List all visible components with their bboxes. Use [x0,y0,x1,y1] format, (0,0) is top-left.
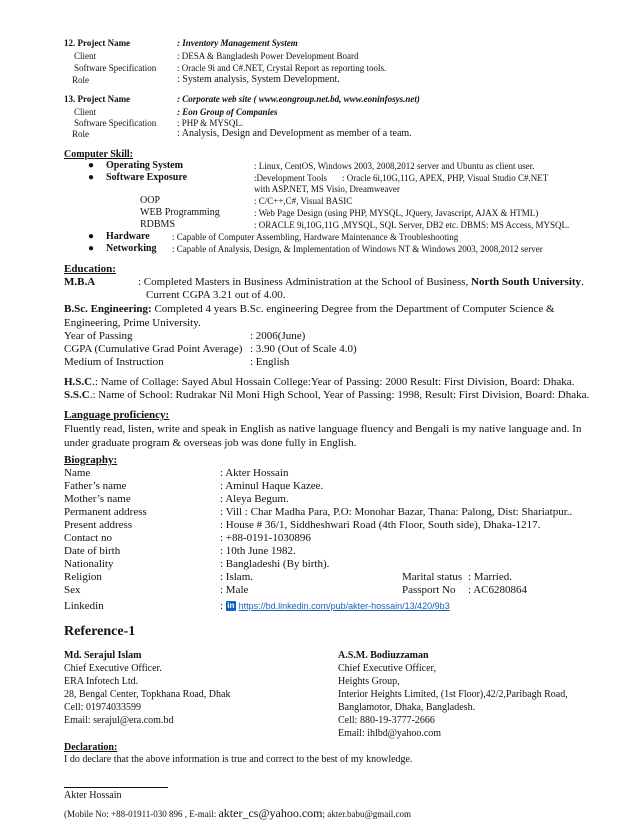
passport-label: Passport No [402,584,456,596]
skills-heading: Computer Skill: [64,149,133,160]
sw-value-2: with ASP.NET, MS Visio, Dreamweaver [254,184,400,194]
oop-value: : C/C++,C#, Visual BASIC [254,196,353,206]
mba-value: : Completed Masters in Business Administration at the School of Business, North South University. [138,276,584,288]
bio-label-name: Name [64,467,91,479]
mba-cgpa: Current CGPA 3.21 out of 4.00. [146,289,286,301]
bsc-text: B.Sc. Engineering: Completed 4 years B.Sc. engineering Degree from the Department of Computer Science & Engineering, Prime University. [64,303,555,329]
ref1-name: Md. Serajul Islam [64,650,142,661]
project-12-client: : DESA & Bangladesh Power Development Board [177,51,359,61]
rdbms-value: : ORACLE 9i,10G,11G ,MYSQL, SQL Server, DB2 etc. DBMS: MS Access, MYSQL. [254,220,570,230]
ref1-line: ERA Infotech Ltd. [64,676,139,687]
cgpa-label: CGPA (Cumulative Grad Point Average) [64,343,243,355]
project-13-role: : Analysis, Design and Development as member of a team. [177,128,412,139]
bullet-icon: ● [88,243,95,254]
bullet-icon: ● [88,231,95,242]
rdbms-label: RDBMS [140,219,176,230]
yop-value: : 2006(June) [250,330,306,342]
linkedin-link[interactable]: https://bd.linkedin.com/pub/akter-hossain/13/420/9b3 [238,601,450,611]
language-heading: Language proficiency: [64,409,170,421]
signature-line [64,787,168,788]
ref2-line: Chief Executive Officer, [338,663,436,674]
net-value: : Capable of Analysis, Design, & Implementation of Windows NT & Windows 2003, 2008,2012 server [172,244,543,254]
project-12-spec-label: Software Specification [74,63,157,73]
passport-value: : AC6280864 [468,584,527,596]
sw-label: Software Exposure [106,172,188,183]
project-13-spec: : PHP & MYSQL. [177,118,244,128]
bio-value-present: : House # 36/1, Siddheshwari Road (4th Floor, South side), Dhaka-1217. [220,519,541,531]
declaration-text: I do declare that the above information is true and correct to the best of my knowledge. [64,754,413,765]
linkedin-label: Linkedin [64,600,104,612]
ref2-line: Interior Heights Limited, (1st Floor),42/2,Paribagh Road, [338,689,568,700]
bio-value-mother: : Aleya Begum. [220,493,289,505]
web-label: WEB Programming [140,207,220,218]
marital-label: Marital status [402,571,463,583]
signature-name: Akter Hossain [64,790,122,801]
linkedin-colon: : [220,600,224,612]
ref1-line: Cell: 01974033599 [64,702,141,713]
bio-value-permanent: : Vill : Char Madha Para, P.O: Monohar Bazar, Thana: Palong, Dist: Shariatpur.. [220,506,573,518]
hw-value: : Capable of Computer Assembling, Hardware Maintenance & Troubleshooting [172,232,459,242]
bullet-icon: ● [88,172,95,183]
moi-value: : English [250,356,290,368]
ref2-name: A.S.M. Bodiuzzaman [338,650,429,661]
declaration-heading: Declaration: [64,742,118,753]
project-12-client-label: Client [74,51,96,61]
bio-value-father: : Aminul Haque Kazee. [220,480,324,492]
bio-label-present: Present address [64,519,133,531]
project-13-client-label: Client [74,107,96,117]
bio-label-permanent: Permanent address [64,506,147,518]
bio-value-sex: : Male [220,584,249,596]
project-13-spec-label: Software Specification [74,118,157,128]
project-13-client: : Eon Group of Companies [177,107,278,117]
bio-label-dob: Date of birth [64,545,121,557]
web-value: : Web Page Design (using PHP, MYSQL, JQuery, Javascript, AJAX & HTML) [254,208,539,218]
mba-label: M.B.A [64,276,96,288]
os-value: : Linux, CentOS, Windows 2003, 2008,2012 server and Ubuntu as client user. [254,161,535,171]
ref2-line: Heights Group, [338,676,400,687]
hsc-line: H.S.C.: Name of Collage: Sayed Abul Hossain College:Year of Passing: 2000 Result: First Division, Board: Dhaka. [64,376,575,388]
biography-heading: Biography: [64,454,118,466]
marital-value: : Married. [468,571,512,583]
bio-label-nationality: Nationality [64,558,114,570]
signature-contact: (Mobile No: +88-01911-030 896 , E-mail: akter_cs@yahoo.com; akter.babu@gmail.com [64,806,412,820]
project-13-label: 13. Project Name [64,94,131,104]
cgpa-value: : 3.90 (Out of Scale 4.0) [250,343,357,355]
bio-label-sex: Sex [64,584,81,596]
bio-value-religion: : Islam. [220,571,253,583]
bio-label-contact: Contact no [64,532,112,544]
oop-label: OOP [140,195,161,206]
project-13-role-label: Role [72,129,89,139]
linkedin-row [220,600,450,612]
ssc-line: S.S.C.: Name of School: Rudrakar Nil Moni High School, Year of Passing: 1998, Result: First Division, Board: Dhaka. [64,389,590,401]
bio-label-religion: Religion [64,571,102,583]
ref1-line: Email: serajul@era.com.bd [64,715,174,726]
os-label: Operating System [106,160,183,171]
language-text: Fluently read, listen, write and speak in English as native language fluency and Bengali is my native language and. In under graduate program & overseas job was done fully in English. [64,423,582,449]
bio-value-nationality: : Bangladeshi (By birth). [220,558,330,570]
ref2-line: Email: ihlbd@yahoo.com [338,728,442,739]
bio-label-father: Father’s name [64,480,127,492]
project-12-spec: : Oracle 9i and C#.NET, Crystal Report as reporting tools. [177,63,387,73]
ref2-line: Cell: 880-19-3777-2666 [338,715,435,726]
education-heading: Education: [64,263,116,275]
project-13-name: : Corporate web site ( www.eongroup.net.bd, www.eoninfosys.net) [177,94,420,104]
project-12-label: 12. Project Name [64,38,131,48]
ref1-line: 28, Bengal Center, Topkhana Road, Dhak [64,689,231,700]
bio-value-dob: : 10th June 1982. [220,545,296,557]
moi-label: Medium of Instruction [64,356,164,368]
ref2-line: Banglamotor, Dhaka, Bangladesh. [338,702,476,713]
bio-value-contact: : +88-0191-1030896 [220,532,311,544]
project-12-name: : Inventory Management System [177,38,298,48]
sw-value-1b: : Oracle 6i,10G,11G, APEX, PHP, Visual Studio C#.NET [342,173,549,183]
reference-heading: Reference-1 [64,624,136,639]
project-12-role: : System analysis, System Development. [177,74,340,85]
hw-label: Hardware [106,231,150,242]
ref1-line: Chief Executive Officer. [64,663,162,674]
net-label: Networking [106,243,157,254]
yop-label: Year of Passing [64,330,133,342]
bio-value-name: : Akter Hossain [220,467,289,479]
bio-label-mother: Mother’s name [64,493,131,505]
linkedin-icon[interactable]: in [227,601,235,611]
bullet-icon: ● [88,160,95,171]
sw-value-1: :Development Tools [254,173,327,183]
project-12-role-label: Role [72,75,89,85]
